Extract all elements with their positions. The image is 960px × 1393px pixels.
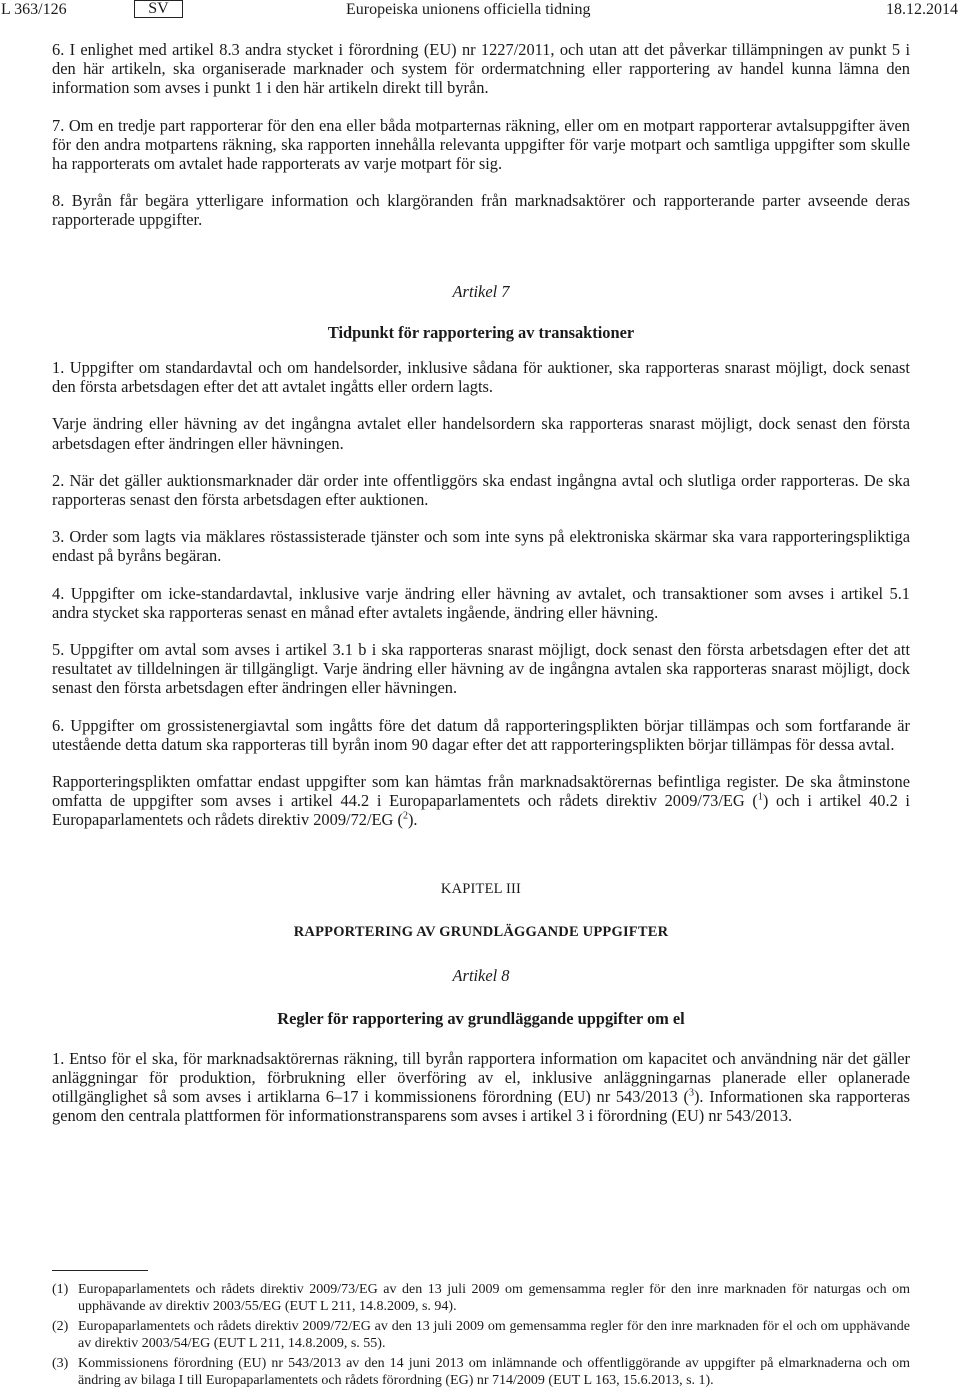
article-7-p6b-text-3: ).	[407, 810, 418, 830]
article-8-paragraph-1	[52, 1049, 910, 1126]
footnote-1-number: (1)	[52, 1282, 69, 1297]
footnote-ref-3[interactable]: 3	[688, 1087, 694, 1099]
footnote-3-number: (3)	[52, 1356, 69, 1371]
article-7-p6b-text-2: ) och i artikel 40.2 i Europaparlamentets och rådets direktiv 2009/72/EG (	[52, 791, 910, 830]
footnote-3	[52, 1355, 910, 1389]
footnote-1-text: Europaparlamentets och rådets direktiv 2009/73/EG av den 13 juli 2009 om gemensamma regler för den inre marknaden för naturgas och om upphävande av direktiv 2003/55/EG (EUT L 211, 14.8.2009, s. 94).	[78, 1282, 910, 1314]
language-badge: SV	[134, 0, 183, 18]
footnote-3-text: Kommissionens förordning (EU) nr 543/2013 av den 14 juni 2013 om inlämnande och offentliggörande av uppgifter på elmarknaderna och om ändring av bilaga I till Europaparlamentets och rådets förordning (EG) nr 714/2009 (EUT L 163, 15.6.2013, s. 1).	[78, 1356, 910, 1388]
article-7-paragraph-6: 6. Uppgifter om grossistenergiavtal som ingåtts före det datum då rapporteringsplikten börjar tillämpas och som fortfarande är utestående detta datum ska rapporteras till byrån inom 90 dagar efter det att rapporteringsplikten börjar tillämpas för dessa avtal.	[52, 715, 910, 754]
publication-date: 18.12.2014	[886, 1, 958, 18]
article-7-paragraph-2: 2. När det gäller auktionsmarknader där order inte offentliggörs ska endast ingångna avtal och slutliga order rapporteras. De ska rapporteras senast den första arbetsdagen efter auktionen.	[52, 470, 910, 510]
chapter-title: RAPPORTERING AV GRUNDLÄGGANDE UPPGIFTER	[293, 923, 669, 940]
footnote-2-number: (2)	[52, 1319, 69, 1334]
article-7-paragraph-3: 3. Order som lagts via mäklares röstassisterade tjänster och som inte syns på elektroniska skärmar ska vara rapporteringspliktiga endast på byråns begäran.	[52, 527, 910, 566]
article-7-paragraph-1: 1. Uppgifter om standardavtal och om handelsorder, inklusive sådana för auktioner, ska rapporteras snarast möjligt, dock senast den första arbetsdagen efter det att avtalet ingåtts eller ordern lagts.	[52, 358, 910, 397]
article-7-title: Tidpunkt för rapportering av transaktioner	[327, 322, 635, 342]
footnotes	[52, 1270, 910, 1392]
journal-title: Europeiska unionens officiella tidning	[346, 1, 591, 18]
footnote-1	[52, 1281, 910, 1315]
article-7-paragraph-4: 4. Uppgifter om icke-standardavtal, inklusive varje ändring eller hävning av avtalet, och transaktioner som avses i artikel 5.1 andra stycket ska rapporteras senast en månad efter avtalets ingående, ändring eller hävning.	[52, 583, 910, 622]
article-7-p6b-text-1: Rapporteringsplikten omfattar endast uppgifter som kan hämtas från marknadsaktörernas befintliga register. De ska åtminstone omfatta de uppgifter som avses i artikel 44.2 i Europaparlamentets och rådets direktiv 2009/73/EG (	[52, 772, 910, 811]
paragraph-6: 6. I enlighet med artikel 8.3 andra stycket i förordning (EU) nr 1227/2011, och utan att det påverkar tillämpningen av punkt 5 i den här artikeln, ska organiserade marknader och system för ordermatchning eller rapportering av handel kunna lämna den information som avses i punkt 1 i den här artikeln direkt till byrån.	[52, 40, 910, 98]
footnote-ref-1[interactable]: 1	[757, 791, 763, 803]
article-8-title: Regler för rapportering av grundläggande uppgifter om el	[277, 1009, 685, 1029]
article-8-p1-text-2: ). Informationen ska rapporteras genom den centrala plattformen för informationstransparens som avses i artikel 3 i förordning (EU) nr 543/2013.	[52, 1086, 910, 1126]
paragraph-7: 7. Om en tredje part rapporterar för den ena eller båda motparternas räkning, eller om en motpart rapporterar avtalsuppgifter även för den andra motpartens räkning, ska rapporten innehålla relevanta uppgifter för varje motpart och samtliga uppgifter som skulle ha rapporterats om avtalet hade rapporterats av varje motpart för sig.	[52, 115, 910, 174]
footnote-2	[52, 1318, 910, 1352]
article-7-label: Artikel 7	[452, 281, 510, 301]
footnote-2-text: Europaparlamentets och rådets direktiv 2009/72/EG av den 13 juli 2009 om gemensamma regler för den inre marknaden för el och om upphävande av direktiv 2003/54/EG (EUT L 211, 14.8.2009, s. 55).	[78, 1319, 910, 1351]
footnote-ref-2[interactable]: 2	[402, 811, 408, 823]
footnote-divider	[52, 1270, 148, 1271]
page-reference: L 363/126	[1, 1, 67, 18]
article-7-paragraph-5: 5. Uppgifter om avtal som avses i artikel 3.1 b i ska rapporteras snarast möjligt, dock senast den första arbetsdagen efter det att resultatet av tilldelningen är tillgängligt. Varje ändring eller hävning av de ingångna avtalen ska rapporteras snarast möjligt, dock senast den första arbetsdagen efter ändringen eller hävningen.	[52, 640, 910, 698]
article-7-paragraph-6b	[52, 772, 910, 830]
article-7-paragraph-1b: Varje ändring eller hävning av det ingångna avtalet eller handelsordern ska rapporteras snarast möjligt, dock senast den första arbetsdagen efter ändringen eller hävningen.	[52, 414, 910, 453]
page-header	[0, 0, 960, 24]
article-8-p1-text-1: 1. Entso för el ska, för marknadsaktörernas räkning, till byrån rapportera information om kapacitet och användning när det gäller anläggningar för produktion, förbrukning eller överföring av el, inklusive anläggningarnas planerade eller oplanerade otillgänglighet så som avses i artiklarna 6–17 i kommissionens förordning (EU) nr 543/2013 (	[52, 1048, 910, 1106]
chapter-label: KAPITEL III	[440, 880, 522, 897]
paragraph-8: 8. Byrån får begära ytterligare information och klargöranden från marknadsaktörer och rapporterande parter avseende deras rapporterade uppgifter.	[52, 191, 910, 230]
article-8-label: Artikel 8	[452, 966, 510, 986]
document-body	[52, 40, 910, 1125]
